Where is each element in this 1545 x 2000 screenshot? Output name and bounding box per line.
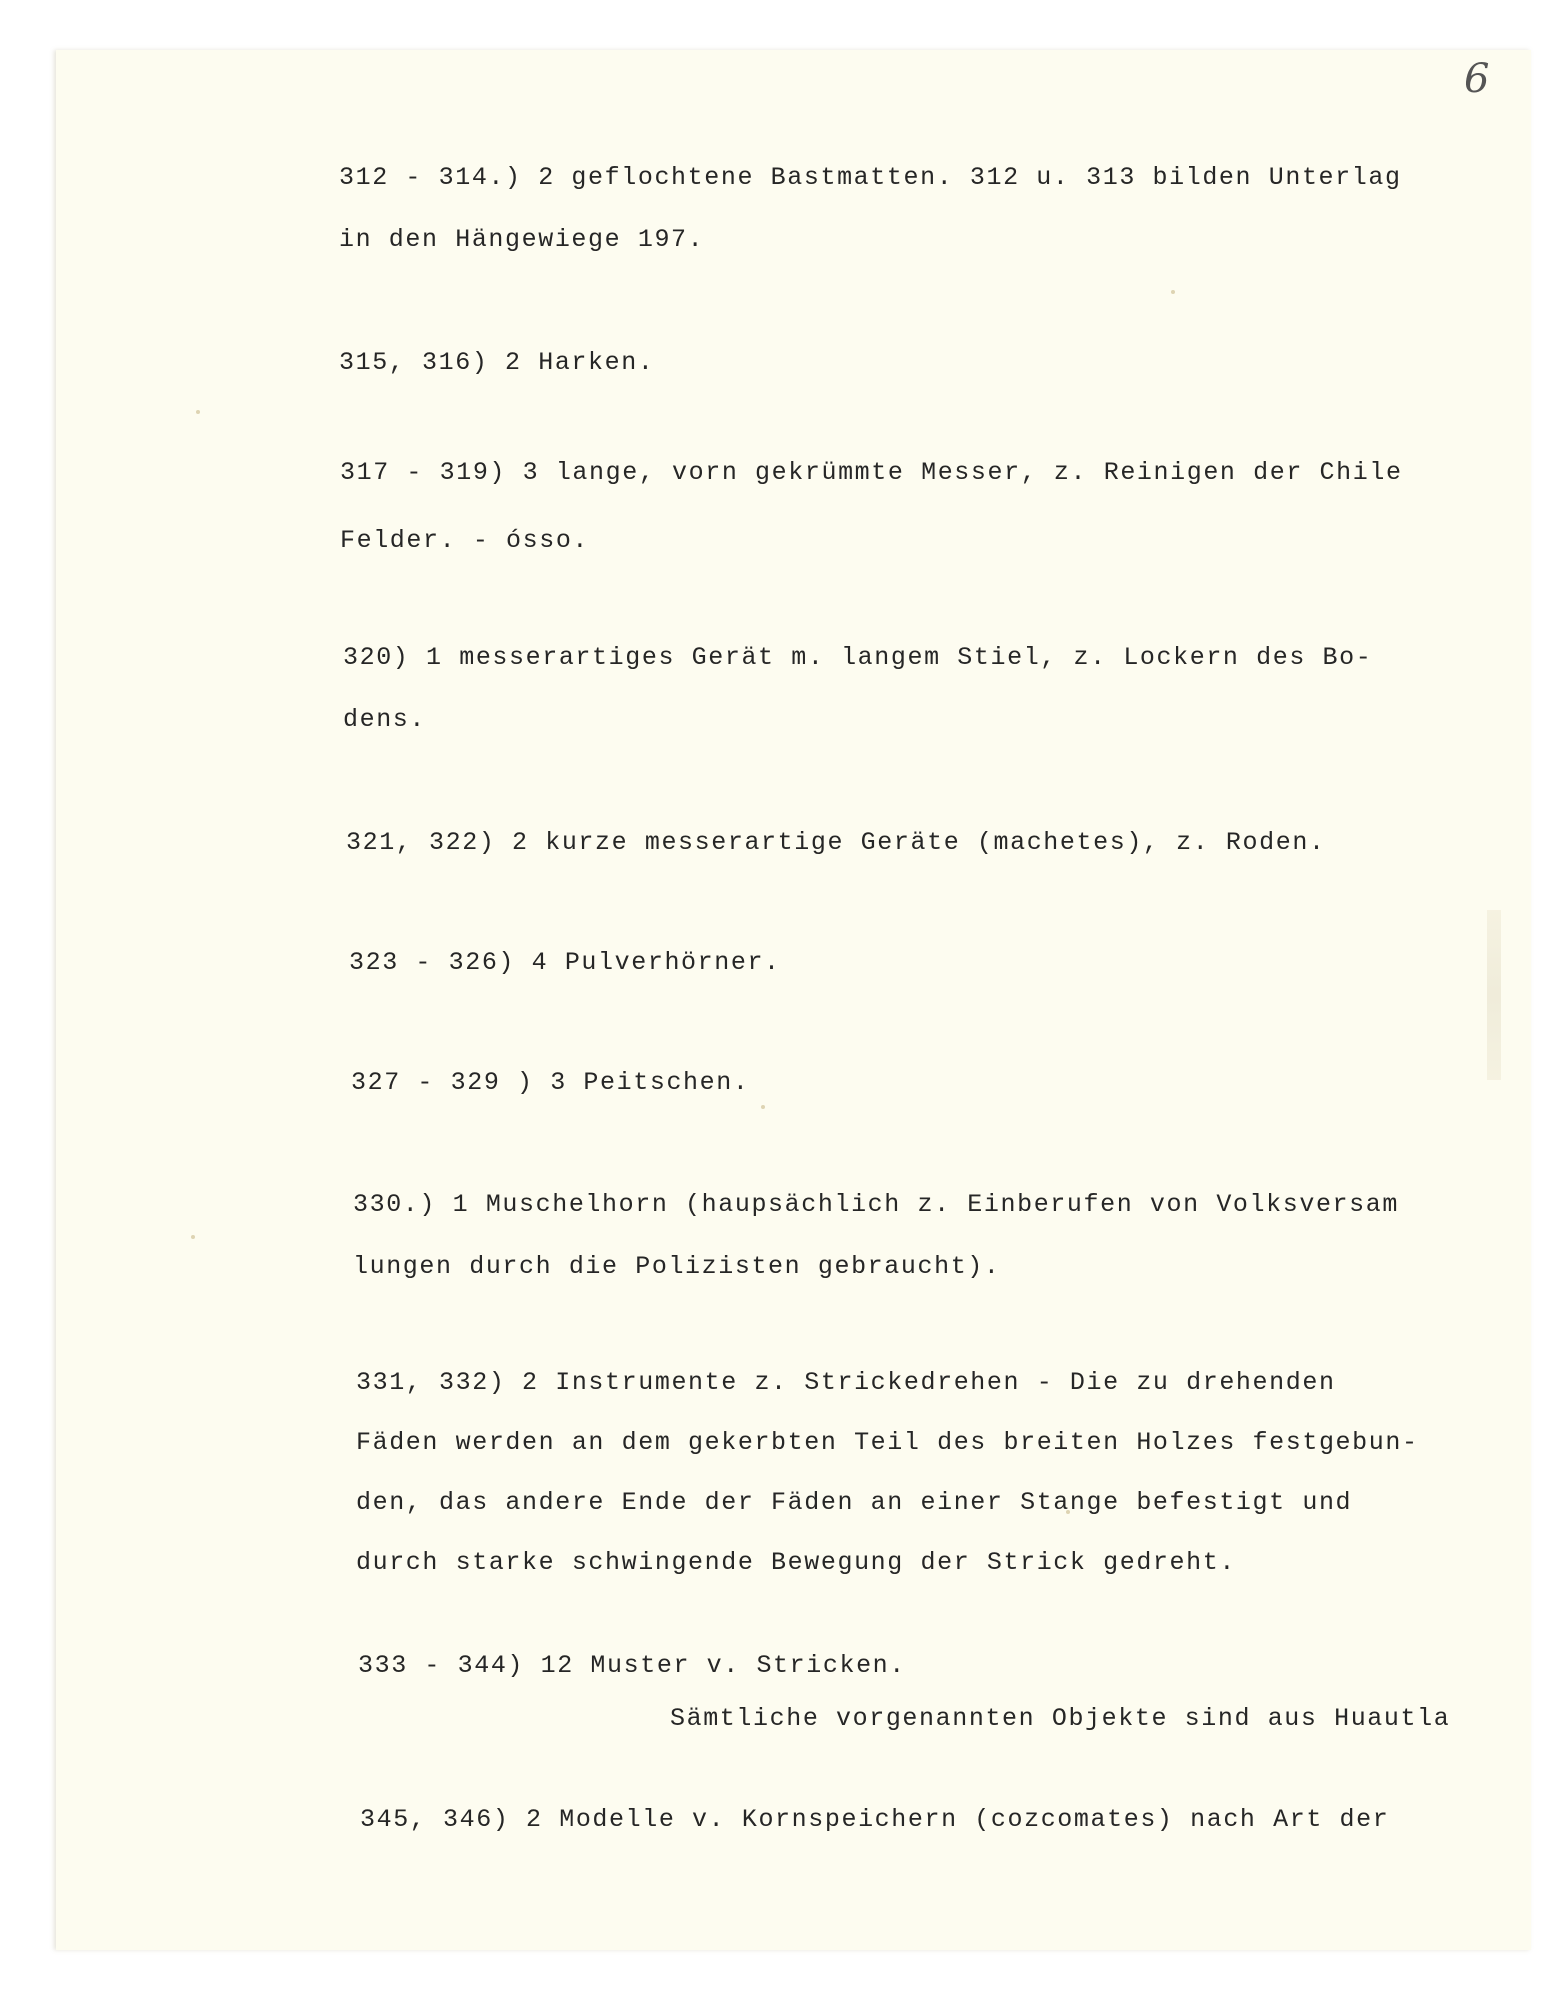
paper-speck <box>196 410 200 414</box>
entry-line: Fäden werden an dem gekerbten Teil des breiten Holzes festgebun- <box>356 1428 1419 1457</box>
entry-line: 330.) 1 Muschelhorn (haupsächlich z. Einberufen von Volksversam <box>353 1190 1399 1219</box>
document-page <box>56 50 1531 1950</box>
entry-line: den, das andere Ende der Fäden an einer Stange befestigt und <box>356 1488 1353 1517</box>
entry-line: 323 - 326) 4 Pulverhörner. <box>349 948 781 977</box>
entry-line: 321, 322) 2 kurze messerartige Geräte (machetes), z. Roden. <box>346 828 1326 857</box>
entry-line: 320) 1 messerartiges Gerät m. langem Stiel, z. Lockern des Bo- <box>343 643 1373 672</box>
entry-line: lungen durch die Polizisten gebraucht). <box>353 1252 1001 1281</box>
entry-line: 333 - 344) 12 Muster v. Stricken. <box>358 1651 906 1680</box>
entry-line: dens. <box>343 705 427 734</box>
entry-line: durch starke schwingende Bewegung der Strick gedreht. <box>356 1548 1236 1577</box>
paper-speck <box>191 1235 195 1239</box>
entry-line: 327 - 329 ) 3 Peitschen. <box>351 1068 750 1097</box>
entry-line: 317 - 319) 3 lange, vorn gekrümmte Messer, z. Reinigen der Chile <box>340 458 1403 487</box>
entry-line: 315, 316) 2 Harken. <box>339 348 655 377</box>
entry-line: 345, 346) 2 Modelle v. Kornspeichern (cozcomates) nach Art der <box>360 1805 1390 1834</box>
paper-speck <box>1171 290 1175 294</box>
entry-line: 331, 332) 2 Instrumente z. Strickedrehen - Die zu drehenden <box>356 1368 1336 1397</box>
entry-line: Sämtliche vorgenannten Objekte sind aus Huautla <box>670 1704 1451 1733</box>
entry-line: 312 - 314.) 2 geflochtene Bastmatten. 312 u. 313 bilden Unterlag <box>339 163 1402 192</box>
page-number: 6 <box>1464 56 1490 102</box>
entry-line: Felder. - ósso. <box>340 526 590 555</box>
entry-line: in den Hängewiege 197. <box>339 225 705 254</box>
paper-speck <box>761 1105 765 1109</box>
paper-smudge <box>1487 910 1501 1080</box>
